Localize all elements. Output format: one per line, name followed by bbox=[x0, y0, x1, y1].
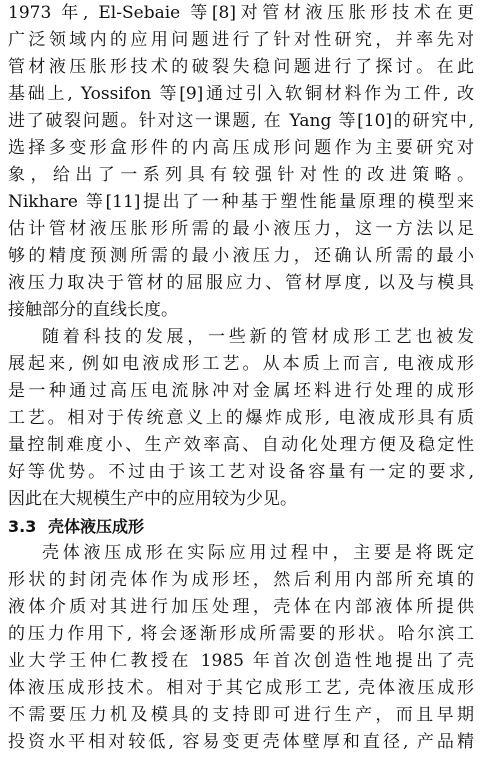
paragraph-2-line-3: 是一种通过高压电流脉冲对金属坯料进行处理的成形 bbox=[8, 381, 474, 401]
paragraph-2-line-4: 工艺。相对于传统意义上的爆炸成形, 电液成形具有质 bbox=[8, 408, 474, 428]
paragraph-1-line-11: 液压力取决于管材的屈服应力、管材厚度, 以及与模具 bbox=[8, 273, 474, 293]
paragraph-3-line-7: 不需要压力机及模具的支持即可进行生产，而且早期 bbox=[8, 705, 474, 725]
paragraph-3-line-5: 业大学王仲仁教授在 1985 年首次创造性地提出了壳 bbox=[8, 651, 474, 671]
paragraph-1-line-10: 够的精度预测所需的最小液压力，还确认所需的最小 bbox=[8, 246, 474, 266]
paragraph-2-line-1: 随着科技的发展，一些新的管材成形工艺也被发 bbox=[42, 327, 474, 347]
paragraph-2-line-7: 因此在大规模生产中的应用较为少见。 bbox=[8, 489, 297, 509]
paragraph-1-line-9: 估计管材液压胀形所需的最小液压力，这一方法以足 bbox=[8, 219, 474, 239]
section-heading bbox=[8, 513, 144, 540]
paragraph-3-line-3: 液体介质对其进行加压处理，壳体在内部液体所提供 bbox=[8, 597, 474, 617]
paragraph-1-line-12: 接触部分的直线长度。 bbox=[8, 300, 178, 320]
paragraph-1-line-6: 选择多变形盒形件的内高压成形问题作为主要研究对 bbox=[8, 138, 474, 158]
paragraph-2-line-5: 量控制难度小、生产效率高、自动化处理方便及稳定性 bbox=[8, 435, 474, 455]
paragraph-1-line-7: 象，给出了一系列具有较强针对性的改进策略。 bbox=[8, 165, 474, 185]
paragraph-1-line-4: 基础上, Yossifon 等[9]通过引入软铜材料作为工件, 改 bbox=[8, 84, 474, 104]
paragraph-1-line-8: Nikhare 等[11]提出了一种基于塑性能量原理的模型来 bbox=[8, 192, 474, 212]
paragraph-3-line-2: 形状的封闭壳体作为成形坯，然后利用内部所充填的 bbox=[8, 570, 474, 590]
paragraph-1-line-2: 广泛领域内的应用问题进行了针对性研究，并率先对 bbox=[8, 30, 474, 50]
section-title: 壳体液压成形 bbox=[48, 517, 145, 536]
paragraph-1-line-3: 管材液压胀形技术的破裂失稳问题进行了探讨。在此 bbox=[8, 57, 474, 77]
paragraph-3-line-6: 体液压成形技术。相对于其它成形工艺, 壳体液压成形 bbox=[8, 678, 474, 698]
section-number: 3.3 bbox=[8, 517, 37, 536]
paragraph-2-line-2: 展起来, 例如电液成形工艺。从本质上而言, 电液成形 bbox=[8, 354, 474, 374]
paragraph-3-line-1: 壳体液压成形在实际应用过程中，主要是将既定 bbox=[42, 543, 474, 563]
paragraph-3-line-8: 投资水平相对较低, 容易变更壳体壁厚和直径, 产品精 bbox=[8, 732, 474, 752]
paragraph-2-line-6: 好等优势。不过由于该工艺对设备容量有一定的要求, bbox=[8, 462, 474, 482]
paragraph-1-line-1: 1973 年, El-Sebaie 等[8]对管材液压胀形技术在更 bbox=[8, 3, 474, 23]
paragraph-3-line-4: 的压力作用下, 将会逐渐形成所需要的形状。哈尔滨工 bbox=[8, 624, 474, 644]
paragraph-1-line-5: 进了破裂问题。针对这一课题, 在 Yang 等[10]的研究中, bbox=[8, 111, 474, 131]
